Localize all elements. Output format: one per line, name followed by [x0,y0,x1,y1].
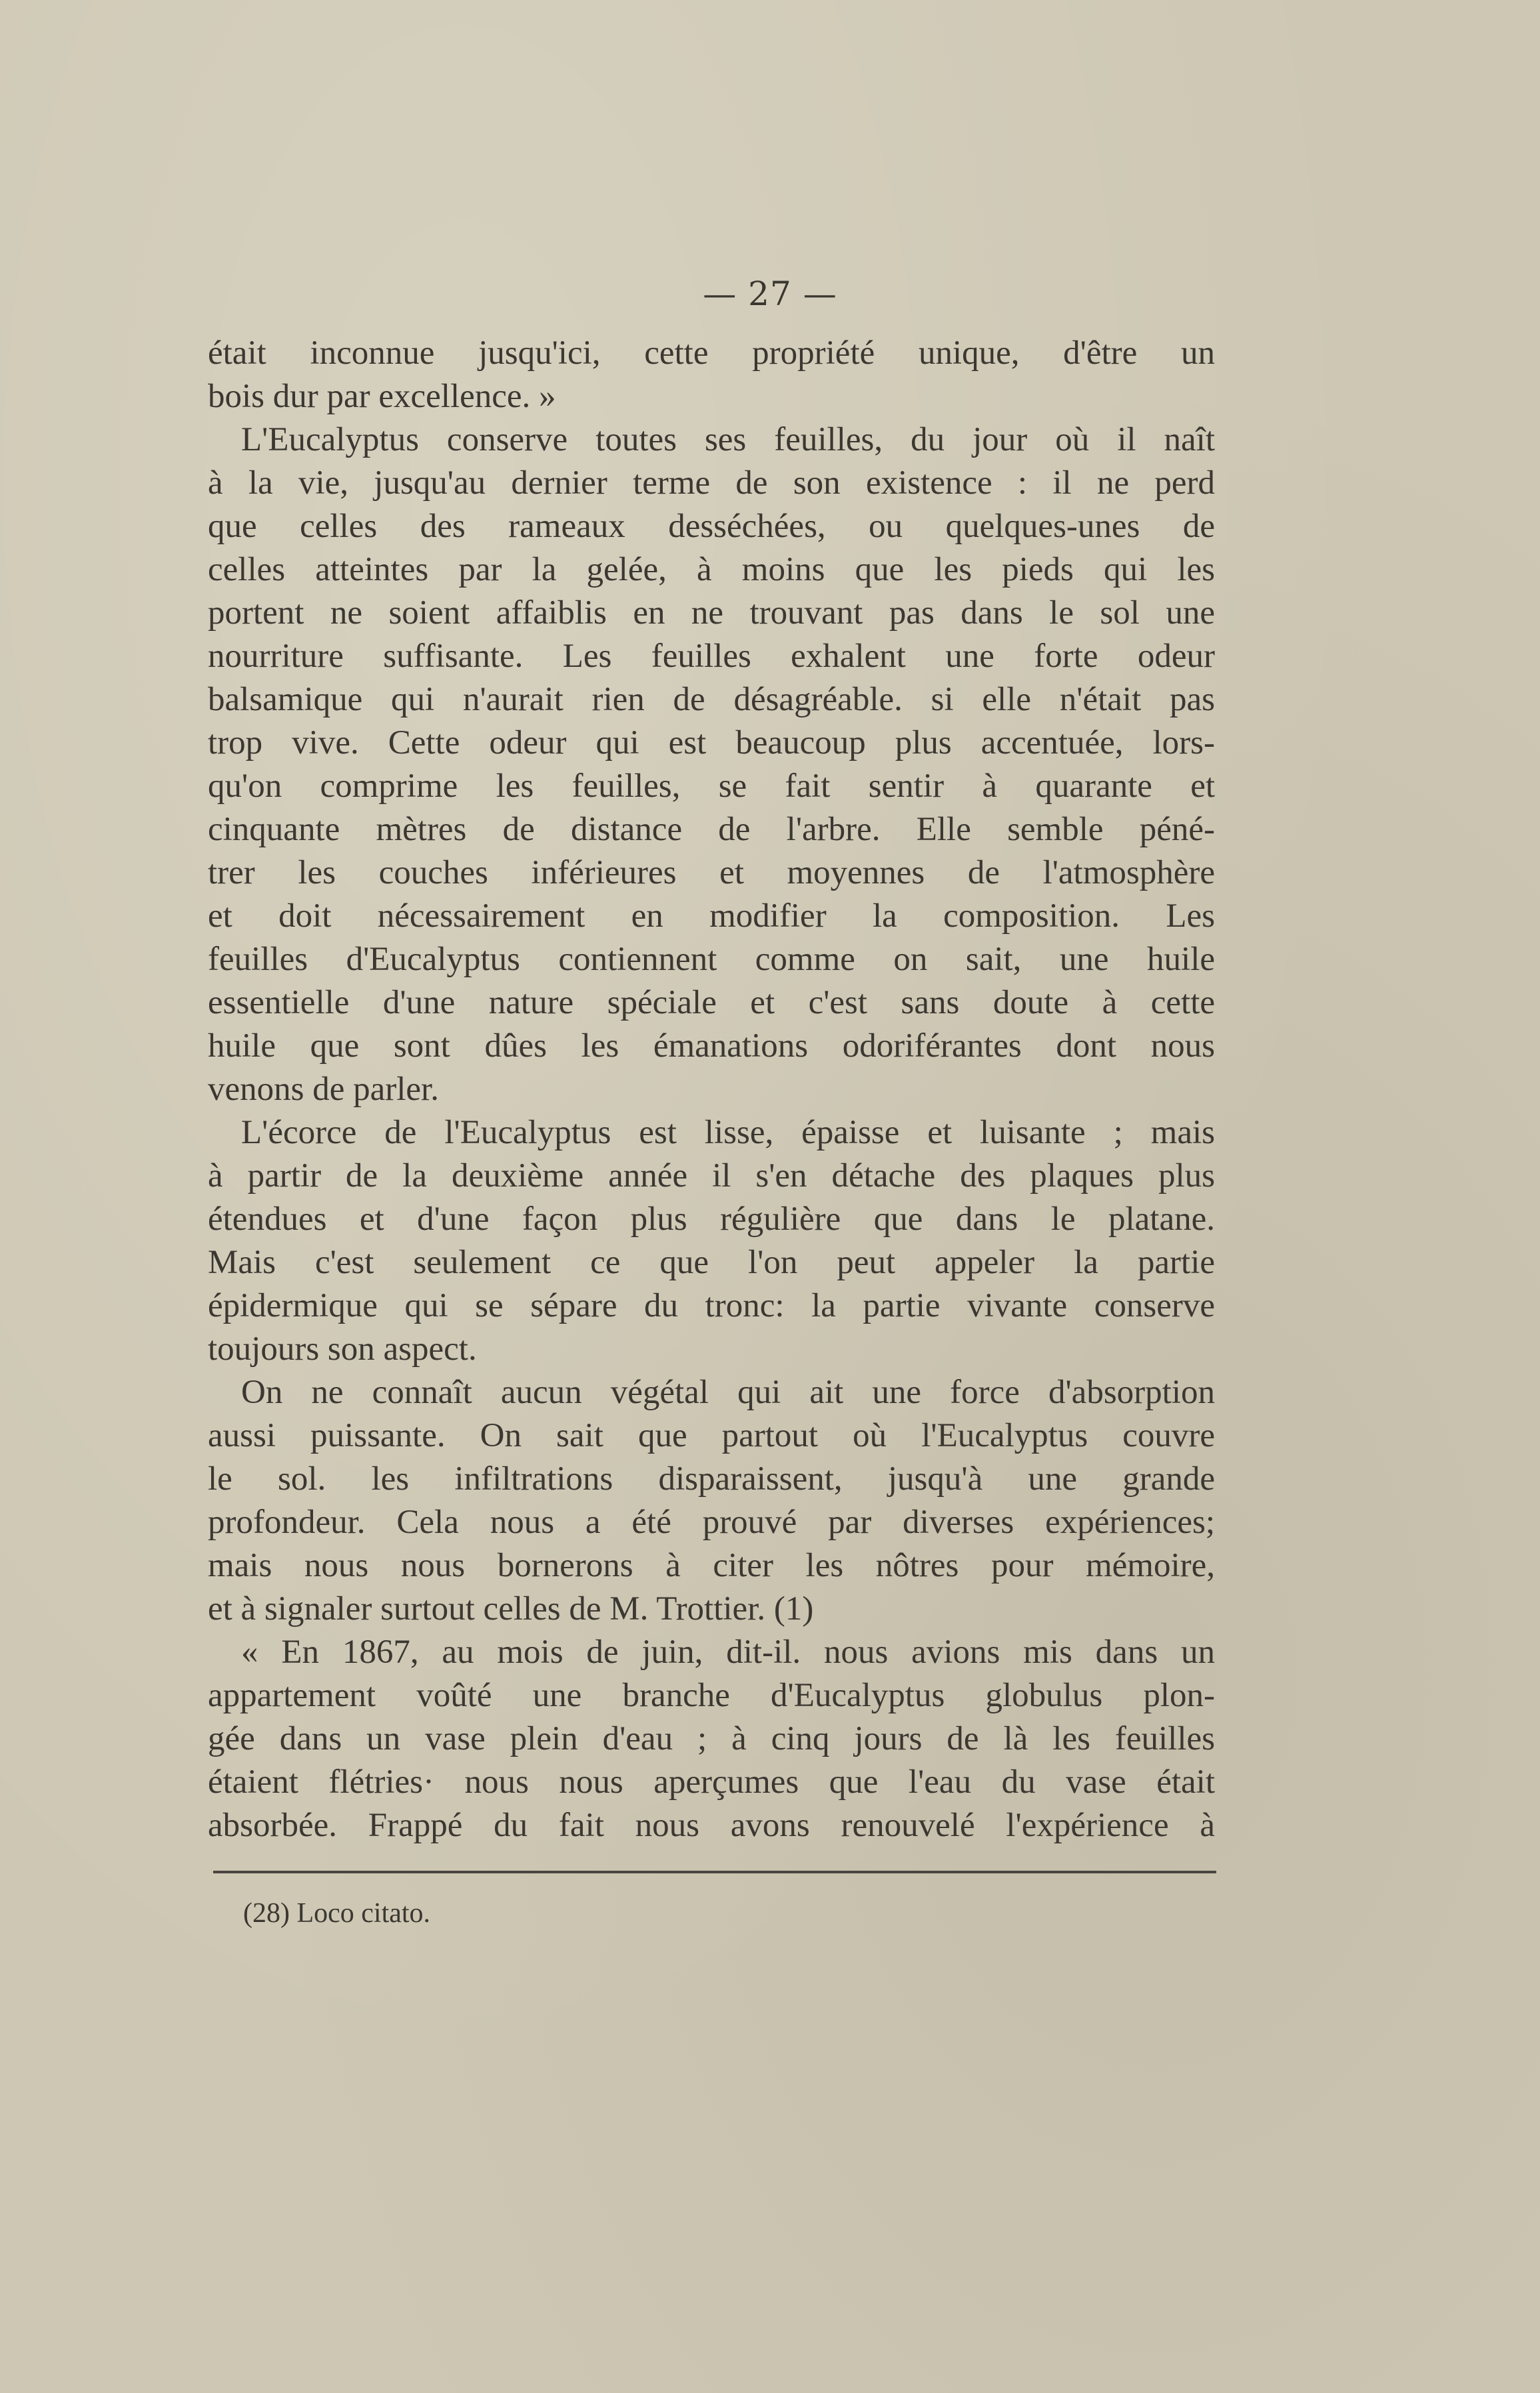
text-line: cinquante mètres de distance de l'arbre. Elle semble péné- [208,811,1215,848]
text-line: épidermique qui se sépare du tronc: la partie vivante conserve [208,1287,1215,1324]
page-number: — 27 — [703,274,837,313]
text-line: L'Eucalyptus conserve toutes ses feuilles, du jour où il naît [241,421,1215,458]
text-line: « En 1867, au mois de juin, dit-il. nous avions mis dans un [241,1634,1215,1671]
text-line: nourriture suffisante. Les feuilles exhalent une forte odeur [208,638,1215,675]
text-line: venons de parler. [208,1071,439,1108]
footnote: (28) Loco citato. [243,1898,431,1929]
text-line: essentielle d'une nature spéciale et c'est sans doute à cette [208,984,1215,1021]
text-line: absorbée. Frappé du fait nous avons renouvelé l'expérience à [208,1807,1215,1844]
text-line: aussi puissante. On sait que partout où l'Eucalyptus couvre [208,1417,1215,1454]
text-line: et doit nécessairement en modifier la composition. Les [208,897,1215,935]
text-line: étaient flétries· nous nous aperçumes que l'eau du vase était [208,1763,1215,1801]
text-line: qu'on comprime les feuilles, se fait sentir à quarante et [208,767,1215,805]
text-line: que celles des rameaux desséchées, ou quelques-unes de [208,508,1215,545]
text-line: On ne connaît aucun végétal qui ait une force d'absorption [241,1374,1215,1411]
footnote-separator [213,1871,1216,1873]
text-line: trop vive. Cette odeur qui est beaucoup plus accentuée, lors- [208,724,1215,761]
text-line: huile que sont dûes les émanations odoriférantes dont nous [208,1027,1215,1065]
text-line: à partir de la deuxième année il s'en détache des plaques plus [208,1157,1215,1195]
text-line: feuilles d'Eucalyptus contiennent comme on sait, une huile [208,941,1215,978]
text-line: bois dur par excellence. » [208,378,556,415]
text-line: toujours son aspect. [208,1330,477,1368]
text-line: et à signaler surtout celles de M. Trottier. (1) [208,1590,814,1628]
text-line: Mais c'est seulement ce que l'on peut appeler la partie [208,1244,1215,1281]
text-line: trer les couches inférieures et moyennes de l'atmosphère [208,854,1215,891]
text-line: gée dans un vase plein d'eau ; à cinq jours de là les feuilles [208,1720,1215,1757]
text-line: étendues et d'une façon plus régulière que dans le platane. [208,1200,1215,1238]
text-line: balsamique qui n'aurait rien de désagréable. si elle n'était pas [208,681,1215,718]
text-line: mais nous nous bornerons à citer les nôtres pour mémoire, [208,1547,1215,1584]
text-line: appartement voûté une branche d'Eucalyptus globulus plon- [208,1677,1215,1714]
text-line: L'écorce de l'Eucalyptus est lisse, épaisse et luisante ; mais [241,1114,1215,1151]
text-line: le sol. les infiltrations disparaissent, jusqu'à une grande [208,1460,1215,1498]
text-line: profondeur. Cela nous a été prouvé par diverses expériences; [208,1504,1215,1541]
body-text [208,332,1215,1847]
text-line: celles atteintes par la gelée, à moins que les pieds qui les [208,551,1215,588]
text-line: à la vie, jusqu'au dernier terme de son existence : il ne perd [208,464,1215,502]
text-line: portent ne soient affaiblis en ne trouvant pas dans le sol une [208,594,1215,632]
text-line: était inconnue jusqu'ici, cette propriété unique, d'être un [208,334,1215,372]
